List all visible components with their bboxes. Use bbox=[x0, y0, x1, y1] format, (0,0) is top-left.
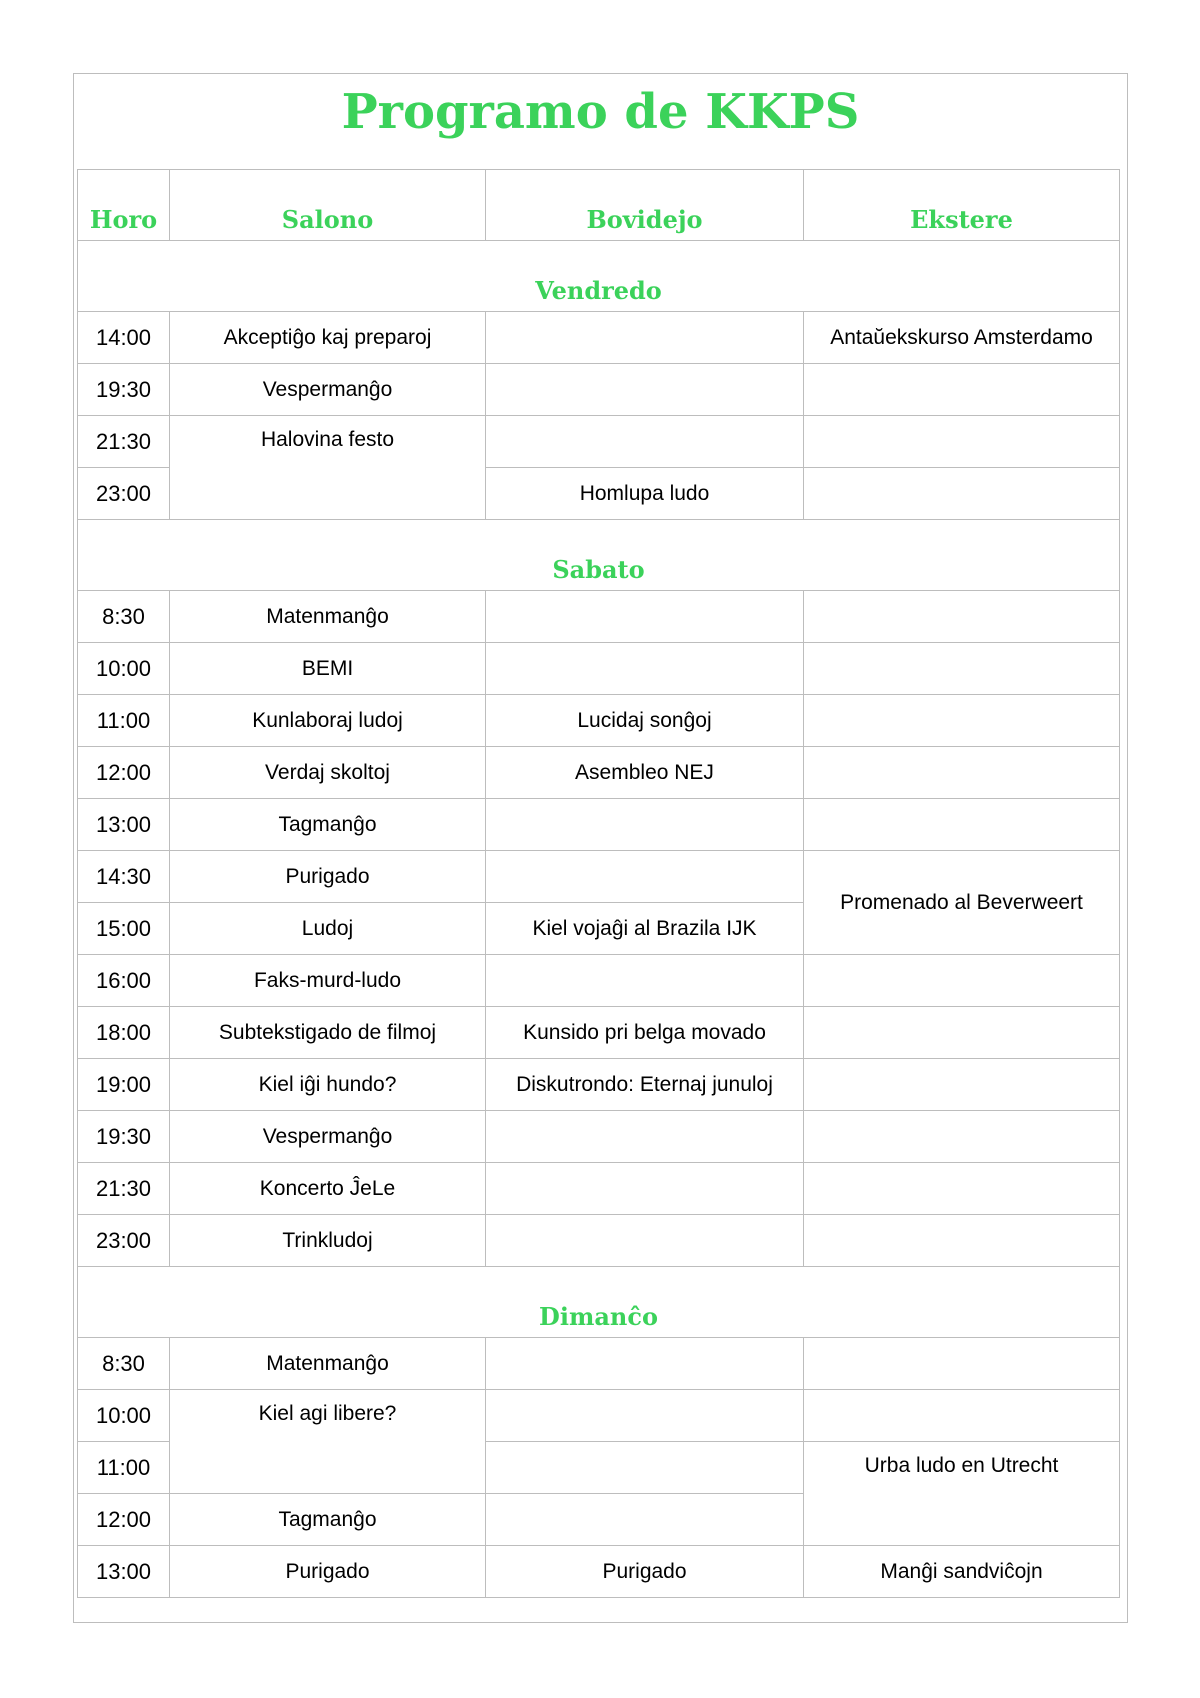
ekstere-cell bbox=[804, 364, 1120, 416]
bovidejo-cell bbox=[486, 1215, 804, 1267]
time-cell: 23:00 bbox=[78, 1215, 170, 1267]
ekstere-cell: Antaŭekskurso Amsterdamo bbox=[804, 312, 1120, 364]
bovidejo-cell bbox=[486, 416, 804, 468]
header-bovidejo: Bovidejo bbox=[486, 170, 804, 241]
time-cell: 8:30 bbox=[78, 591, 170, 643]
salono-cell: Koncerto ĴeLe bbox=[170, 1163, 486, 1215]
bovidejo-cell: Kiel vojaĝi al Brazila IJK bbox=[486, 903, 804, 955]
bovidejo-cell: Purigado bbox=[486, 1546, 804, 1598]
bovidejo-cell: Lucidaj sonĝoj bbox=[486, 695, 804, 747]
time-cell: 21:30 bbox=[78, 1163, 170, 1215]
salono-cell: BEMI bbox=[170, 643, 486, 695]
time-cell: 23:00 bbox=[78, 468, 170, 520]
salono-cell: Kiel agi libere? bbox=[170, 1390, 486, 1494]
day-heading-vendredo: Vendredo bbox=[78, 241, 1120, 312]
ekstere-cell bbox=[804, 747, 1120, 799]
bovidejo-cell bbox=[486, 643, 804, 695]
bovidejo-cell bbox=[486, 1111, 804, 1163]
ekstere-cell bbox=[804, 1338, 1120, 1390]
ekstere-cell: Promenado al Beverweert bbox=[804, 851, 1120, 955]
ekstere-cell bbox=[804, 591, 1120, 643]
ekstere-cell bbox=[804, 1390, 1120, 1442]
ekstere-cell bbox=[804, 643, 1120, 695]
time-cell: 8:30 bbox=[78, 1338, 170, 1390]
salono-cell: Vespermanĝo bbox=[170, 364, 486, 416]
table-row bbox=[78, 1338, 1120, 1390]
table-row bbox=[78, 643, 1120, 695]
ekstere-cell: Manĝi sandviĉojn bbox=[804, 1546, 1120, 1598]
time-cell: 13:00 bbox=[78, 799, 170, 851]
ekstere-cell bbox=[804, 468, 1120, 520]
salono-cell: Subtekstigado de filmoj bbox=[170, 1007, 486, 1059]
table-row bbox=[78, 364, 1120, 416]
page-title: Programo de KKPS bbox=[341, 84, 860, 140]
table-row bbox=[78, 1215, 1120, 1267]
table-row bbox=[78, 416, 1120, 468]
salono-cell: Matenmanĝo bbox=[170, 591, 486, 643]
time-cell: 11:00 bbox=[78, 1442, 170, 1494]
ekstere-cell bbox=[804, 1059, 1120, 1111]
salono-cell: Trinkludoj bbox=[170, 1215, 486, 1267]
bovidejo-cell: Asembleo NEJ bbox=[486, 747, 804, 799]
table-row bbox=[78, 312, 1120, 364]
bovidejo-cell: Kunsido pri belga movado bbox=[486, 1007, 804, 1059]
time-cell: 18:00 bbox=[78, 1007, 170, 1059]
time-cell: 11:00 bbox=[78, 695, 170, 747]
time-cell: 14:30 bbox=[78, 851, 170, 903]
salono-cell: Ludoj bbox=[170, 903, 486, 955]
table-row bbox=[78, 747, 1120, 799]
ekstere-cell: Urba ludo en Utrecht bbox=[804, 1442, 1120, 1546]
salono-cell: Verdaj skoltoj bbox=[170, 747, 486, 799]
salono-cell: Vespermanĝo bbox=[170, 1111, 486, 1163]
ekstere-cell bbox=[804, 695, 1120, 747]
bovidejo-cell bbox=[486, 591, 804, 643]
time-cell: 13:00 bbox=[78, 1546, 170, 1598]
time-cell: 16:00 bbox=[78, 955, 170, 1007]
bovidejo-cell bbox=[486, 955, 804, 1007]
bovidejo-cell bbox=[486, 1494, 804, 1546]
table-row bbox=[78, 799, 1120, 851]
salono-cell: Halovina festo bbox=[170, 416, 486, 520]
time-cell: 21:30 bbox=[78, 416, 170, 468]
bovidejo-cell bbox=[486, 1163, 804, 1215]
table-row bbox=[78, 1390, 1120, 1442]
time-cell: 19:30 bbox=[78, 364, 170, 416]
salono-cell: Tagmanĝo bbox=[170, 799, 486, 851]
time-cell: 19:30 bbox=[78, 1111, 170, 1163]
ekstere-cell bbox=[804, 1007, 1120, 1059]
salono-cell: Matenmanĝo bbox=[170, 1338, 486, 1390]
table-row bbox=[78, 1546, 1120, 1598]
ekstere-cell bbox=[804, 955, 1120, 1007]
time-cell: 14:00 bbox=[78, 312, 170, 364]
day-heading-sabato: Sabato bbox=[78, 520, 1120, 591]
bovidejo-cell bbox=[486, 851, 804, 903]
header-row bbox=[78, 170, 1120, 241]
time-cell: 12:00 bbox=[78, 747, 170, 799]
header-horo: Horo bbox=[78, 170, 170, 241]
ekstere-cell bbox=[804, 799, 1120, 851]
table-row bbox=[78, 955, 1120, 1007]
ekstere-cell bbox=[804, 416, 1120, 468]
ekstere-cell bbox=[804, 1111, 1120, 1163]
salono-cell: Faks-murd-ludo bbox=[170, 955, 486, 1007]
table-row bbox=[78, 1111, 1120, 1163]
salono-cell: Kiel iĝi hundo? bbox=[170, 1059, 486, 1111]
salono-cell: Kunlaboraj ludoj bbox=[170, 695, 486, 747]
header-ekstere: Ekstere bbox=[804, 170, 1120, 241]
table-row bbox=[78, 851, 1120, 903]
table-row bbox=[78, 1007, 1120, 1059]
salono-cell: Purigado bbox=[170, 1546, 486, 1598]
table-row bbox=[78, 695, 1120, 747]
header-salono: Salono bbox=[170, 170, 486, 241]
table-row bbox=[78, 591, 1120, 643]
schedule-table bbox=[77, 169, 1120, 1598]
time-cell: 19:00 bbox=[78, 1059, 170, 1111]
ekstere-cell bbox=[804, 1163, 1120, 1215]
bovidejo-cell bbox=[486, 312, 804, 364]
bovidejo-cell bbox=[486, 1442, 804, 1494]
day-heading-dimanco: Dimanĉo bbox=[78, 1267, 1120, 1338]
bovidejo-cell bbox=[486, 1390, 804, 1442]
table-row bbox=[78, 1059, 1120, 1111]
salono-cell: Akceptiĝo kaj preparoj bbox=[170, 312, 486, 364]
salono-cell: Purigado bbox=[170, 851, 486, 903]
time-cell: 10:00 bbox=[78, 643, 170, 695]
time-cell: 12:00 bbox=[78, 1494, 170, 1546]
ekstere-cell bbox=[804, 1215, 1120, 1267]
time-cell: 10:00 bbox=[78, 1390, 170, 1442]
bovidejo-cell bbox=[486, 1338, 804, 1390]
salono-cell: Tagmanĝo bbox=[170, 1494, 486, 1546]
bovidejo-cell: Homlupa ludo bbox=[486, 468, 804, 520]
bovidejo-cell bbox=[486, 364, 804, 416]
time-cell: 15:00 bbox=[78, 903, 170, 955]
table-row bbox=[78, 1163, 1120, 1215]
bovidejo-cell: Diskutrondo: Eternaj junuloj bbox=[486, 1059, 804, 1111]
bovidejo-cell bbox=[486, 799, 804, 851]
